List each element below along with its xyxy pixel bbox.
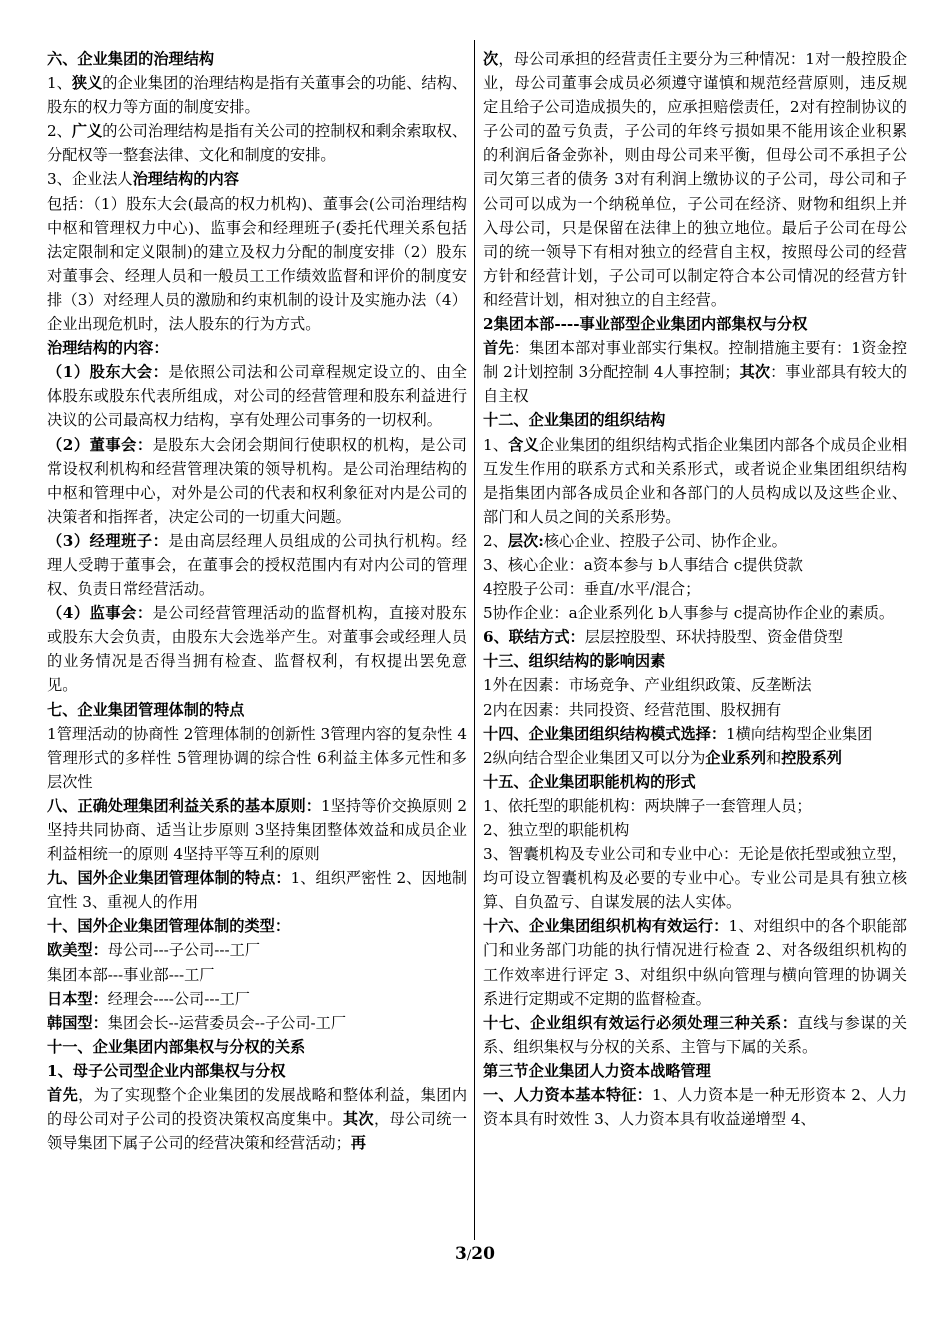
paragraph xyxy=(483,577,907,601)
text-run: ，母公司统一领导集团下属子公司的经营决策和经营活动； xyxy=(47,1110,468,1153)
left-column xyxy=(47,47,467,1155)
text-run: 1、人力资本是一种无形资本 2、人力资本具有时效性 3、人力资本具有收益递增型 4、 xyxy=(483,1086,907,1129)
bold-text: 含义 xyxy=(508,435,539,454)
paragraph xyxy=(47,866,467,914)
bold-text: 控股系列 xyxy=(781,748,842,767)
bold-text: 其次 xyxy=(739,363,771,382)
paragraph xyxy=(483,433,907,529)
text-run: ：集团本部对事业部实行集权。控制措施主要有：1资金控制 2计划控制 3分配控制 4人事控制； xyxy=(483,339,908,382)
paragraph xyxy=(483,1011,907,1059)
paragraph xyxy=(483,842,907,914)
bold-text: 十三、组织结构的影响因素 xyxy=(483,652,666,671)
paragraph xyxy=(47,987,467,1011)
text-run: 是依照公司法和公司章程规定设立的、由全体股东或股东代表所组成，对公司的经营管理和股东利益进行决议的公司最高权力结构，享有处理公司事务的一切权利。 xyxy=(47,363,467,430)
paragraph xyxy=(47,360,467,432)
column-divider xyxy=(474,40,475,1240)
text-run: 的公司治理结构是指有关公司的控制权和剩余索取权、分配权等一整套法律、文化和制度的安排。 xyxy=(47,122,468,165)
text-run: ，母公司承担的经营责任主要分为三种情况：1对一般控股企业，母公司董事会成员必须遵守谨慎和规范经营原则，违反规定且给子公司造成损失的，应承担赔偿责任，2对有控制协议的子公司的盈亏负责，子公司的年终亏损如果不能用该企业积累的利润后备金弥补，则由母公司来平衡，但母公司不承担子公司欠第三者的债务 3对有利润上缴协议的子公司，母公司和子公司可以成为一个纳税单位，子公司在经济、财物和组织上并入母公司，只是保留在法律上的独立地位。最后子公司在母公司的统一领导下有相对独立的经营自主权，按照母公司的经营方针和经营计划，子公司可以制定符合本公司情况的经营方针和经营计划，相对独立的自主经营。 xyxy=(483,50,908,309)
paragraph xyxy=(483,601,907,625)
bold-text: 十四、企业集团组织结构模式选择： xyxy=(483,724,726,743)
text-run: 1、 xyxy=(483,435,509,454)
bold-text: 八、正确处理集团利益关系的基本原则： xyxy=(47,796,321,815)
text-run: 2、独立型的职能机构 xyxy=(483,821,630,839)
paragraph xyxy=(47,47,467,71)
paragraph xyxy=(483,673,907,697)
bold-text: 九、国外企业集团管理体制的特点： xyxy=(47,869,291,888)
paragraph xyxy=(47,433,467,529)
total-pages: 20 xyxy=(471,1244,495,1264)
bold-text: （2）董事会： xyxy=(47,435,153,454)
text-run: 和 xyxy=(766,748,782,767)
bold-text: 次 xyxy=(483,50,499,68)
text-run: 1横向结构型企业集团 xyxy=(726,724,873,743)
bold-text: 十二、企业集团的组织结构 xyxy=(483,411,666,430)
paragraph xyxy=(483,1059,907,1083)
bold-text: 一、人力资本基本特征： xyxy=(483,1086,653,1105)
paragraph xyxy=(483,746,907,770)
bold-text: 首先 xyxy=(483,339,514,358)
text-run: 2、 xyxy=(483,531,508,550)
text-run: 1外在因素：市场竞争、产业组织政策、反垄断法 xyxy=(483,676,812,695)
bold-text: （1）股东大会： xyxy=(47,363,169,382)
paragraph xyxy=(47,698,467,722)
paragraph xyxy=(483,722,907,746)
paragraph xyxy=(483,649,907,673)
paragraph xyxy=(47,1083,467,1155)
text-run: 2纵向结合型企业集团又可以分为 xyxy=(483,748,706,767)
paragraph xyxy=(483,794,907,818)
bold-text: 十六、企业集团组织机构有效运行： xyxy=(483,917,729,936)
paragraph xyxy=(47,192,467,337)
paragraph xyxy=(47,601,467,697)
text-run: 集团会长--运营委员会--子公司-工厂 xyxy=(107,1013,347,1032)
bold-text: 十七、企业组织有效运行必须处理三种关系： xyxy=(483,1013,798,1032)
text-run: 层层控股型、环状持股型、资金借贷型 xyxy=(584,628,843,647)
paragraph xyxy=(483,312,907,336)
text-run: 1、依托型的职能机构：两块牌子一套管理人员； xyxy=(483,796,812,815)
text-run: 包括：（1）股东大会(最高的权力机构)、董事会(公司治理结构中枢和管理权力中心)、监事会和经理班子(委托代理关系包括法定限制和定义限制)的建立及权力分配的制度安排（2）股东对董事会、经理人员和一般员工工作绩效监督和评价的制度安排（3）对经理人员的激励和约束机制的设计及实施办法（4）企业出现危机时，法人股东的行为方式。 xyxy=(47,194,467,334)
paragraph xyxy=(483,336,907,408)
bold-text: （3）经理班子： xyxy=(47,531,169,550)
paragraph xyxy=(47,119,467,167)
bold-text: 1、母子公司型企业内部集权与分权 xyxy=(47,1061,286,1080)
paragraph xyxy=(47,336,467,360)
bold-text: 六、企业集团的治理结构 xyxy=(47,50,215,68)
paragraph xyxy=(483,698,907,722)
paragraph xyxy=(483,625,907,649)
paragraph xyxy=(47,1035,467,1059)
text-run: 企业集团的组织结构式指企业集团内部各个成员企业相互发生作用的联系方式和关系形式，或者说企业集团组织结构是指集团内部各成员企业和各部门的人员构成以及这些企业、部门和人员之间的关系形势。 xyxy=(483,435,908,526)
bold-text: 第三节企业集团人力资本战略管理 xyxy=(483,1061,711,1080)
paragraph xyxy=(47,529,467,601)
bold-text: 广义 xyxy=(71,122,103,141)
text-run: 经理会----公司---工厂 xyxy=(107,989,250,1008)
current-page: 3 xyxy=(455,1244,467,1264)
text-run: 1、组织严密性 2、因地制宜性 3、重视人的作用 xyxy=(47,869,468,912)
bold-text: 治理结构的内容 xyxy=(132,170,239,189)
text-run: 母公司---子公司---工厂 xyxy=(107,941,261,960)
paragraph xyxy=(483,914,907,1010)
bold-text: 6、联结方式： xyxy=(483,628,585,647)
paragraph xyxy=(483,408,907,432)
text-run: 是由高层经理人员组成的公司执行机构。经理人受聘于董事会，在董事会的授权范围内有对内公司的管理权、负责日常经营活动。 xyxy=(47,531,467,599)
bold-text: 2集团本部----事业部型企业集团内部集权与分权 xyxy=(483,315,808,334)
bold-text: 首先 xyxy=(47,1086,79,1105)
bold-text: 治理结构的内容： xyxy=(47,339,169,358)
page-separator: / xyxy=(466,1248,472,1263)
text-run: 4控股子公司：垂直/水平/混合； xyxy=(483,580,701,599)
text-run: 2、 xyxy=(47,122,72,141)
paragraph xyxy=(483,818,907,842)
paragraph xyxy=(47,794,467,866)
paragraph xyxy=(483,47,907,312)
text-run: 是公司经营管理活动的监督机构，直接对股东或股东大会负责，由股东大会选举产生。对董事会或经理人员的业务情况是否得当拥有检查、监督权利，有权提出罢免意见。 xyxy=(47,604,467,695)
text-run: 直线与参谋的关系、组织集权与分权的关系、主管与下属的关系。 xyxy=(483,1013,908,1056)
text-run: 1管理活动的协商性 2管理体制的创新性 3管理内容的复杂性 4管理形式的多样性 5管理协调的综合性 6利益主体多元性和多层次性 xyxy=(47,724,467,791)
paragraph xyxy=(483,770,907,794)
text-run: 的企业集团的治理结构是指有关董事会的功能、结构、股东的权力等方面的制度安排。 xyxy=(47,74,468,117)
paragraph xyxy=(47,914,467,938)
bold-text: 韩国型： xyxy=(47,1013,108,1032)
bold-text: 七、企业集团管理体制的特点 xyxy=(47,700,245,719)
bold-text: （4）监事会： xyxy=(47,604,153,623)
page-number xyxy=(0,1244,950,1264)
bold-text: 层次: xyxy=(507,531,544,550)
paragraph xyxy=(47,71,467,119)
text-run: 3、智囊机构及专业公司和专业中心：无论是依托型或独立型，均可设立智囊机构及必要的专业中心。专业公司是具有独立核算、自负盈亏、自谋发展的法人实体。 xyxy=(483,845,907,912)
text-run: 1、对组织中的各个职能部门和业务部门功能的执行情况进行检查 2、对各级组织机构的工作效率进行评定 3、对组织中纵向管理与横向管理的协调关系进行定期或不定期的监督检查。 xyxy=(483,917,907,1008)
text-run: 2内在因素：共同投资、经营范围、股权拥有 xyxy=(483,700,782,719)
bold-text: 其次 xyxy=(342,1110,374,1129)
bold-text: 十一、企业集团内部集权与分权的关系 xyxy=(47,1037,306,1056)
text-run: 3、核心企业：a资本参与 b人事结合 c提供贷款 xyxy=(483,555,803,574)
text-run: 1坚持等价交换原则 2坚持共同协商、适当让步原则 3坚持集团整体效益和成员企业利益相统一的原则 4坚持平等互利的原则 xyxy=(47,796,467,864)
text-run: 是股东大会闭会期间行使职权的机构，是公司常设权利机构和经营管理决策的领导机构。是公司治理结构的中枢和管理中心，对外是公司的代表和权利象征对内是公司的决策者和指挥者，决定公司的一切重大问题。 xyxy=(47,435,467,526)
paragraph xyxy=(483,1083,907,1131)
bold-text: 企业系列 xyxy=(705,748,767,767)
paragraph xyxy=(47,1011,467,1035)
text-run: 核心企业、控股子公司、协作企业。 xyxy=(543,531,787,550)
text-run: 1、 xyxy=(47,74,72,93)
bold-text: 十五、企业集团职能机构的形式 xyxy=(483,772,696,791)
bold-text: 狭义 xyxy=(71,74,103,93)
bold-text: 欧美型： xyxy=(47,941,108,960)
text-run: 3、企业法人 xyxy=(47,170,133,189)
paragraph xyxy=(47,938,467,962)
right-column xyxy=(483,47,907,1131)
text-run: 5协作企业：a企业系列化 b人事参与 c提高协作企业的素质。 xyxy=(483,604,895,623)
text-run: ：事业部具有较大的自主权 xyxy=(483,363,908,406)
paragraph xyxy=(47,963,467,987)
text-run: 集团本部---事业部---工厂 xyxy=(47,965,215,984)
paragraph xyxy=(47,1059,467,1083)
bold-text: 十、国外企业集团管理体制的类型： xyxy=(47,917,290,936)
paragraph xyxy=(47,722,467,794)
bold-text: 再 xyxy=(350,1134,366,1153)
paragraph xyxy=(483,553,907,577)
text-run: ，为了实现整个企业集团的发展战略和整体利益，集团内的母公司对子公司的投资决策权高度集中。 xyxy=(47,1086,468,1129)
paragraph xyxy=(483,529,907,553)
bold-text: 日本型： xyxy=(47,989,108,1008)
paragraph xyxy=(47,167,467,191)
